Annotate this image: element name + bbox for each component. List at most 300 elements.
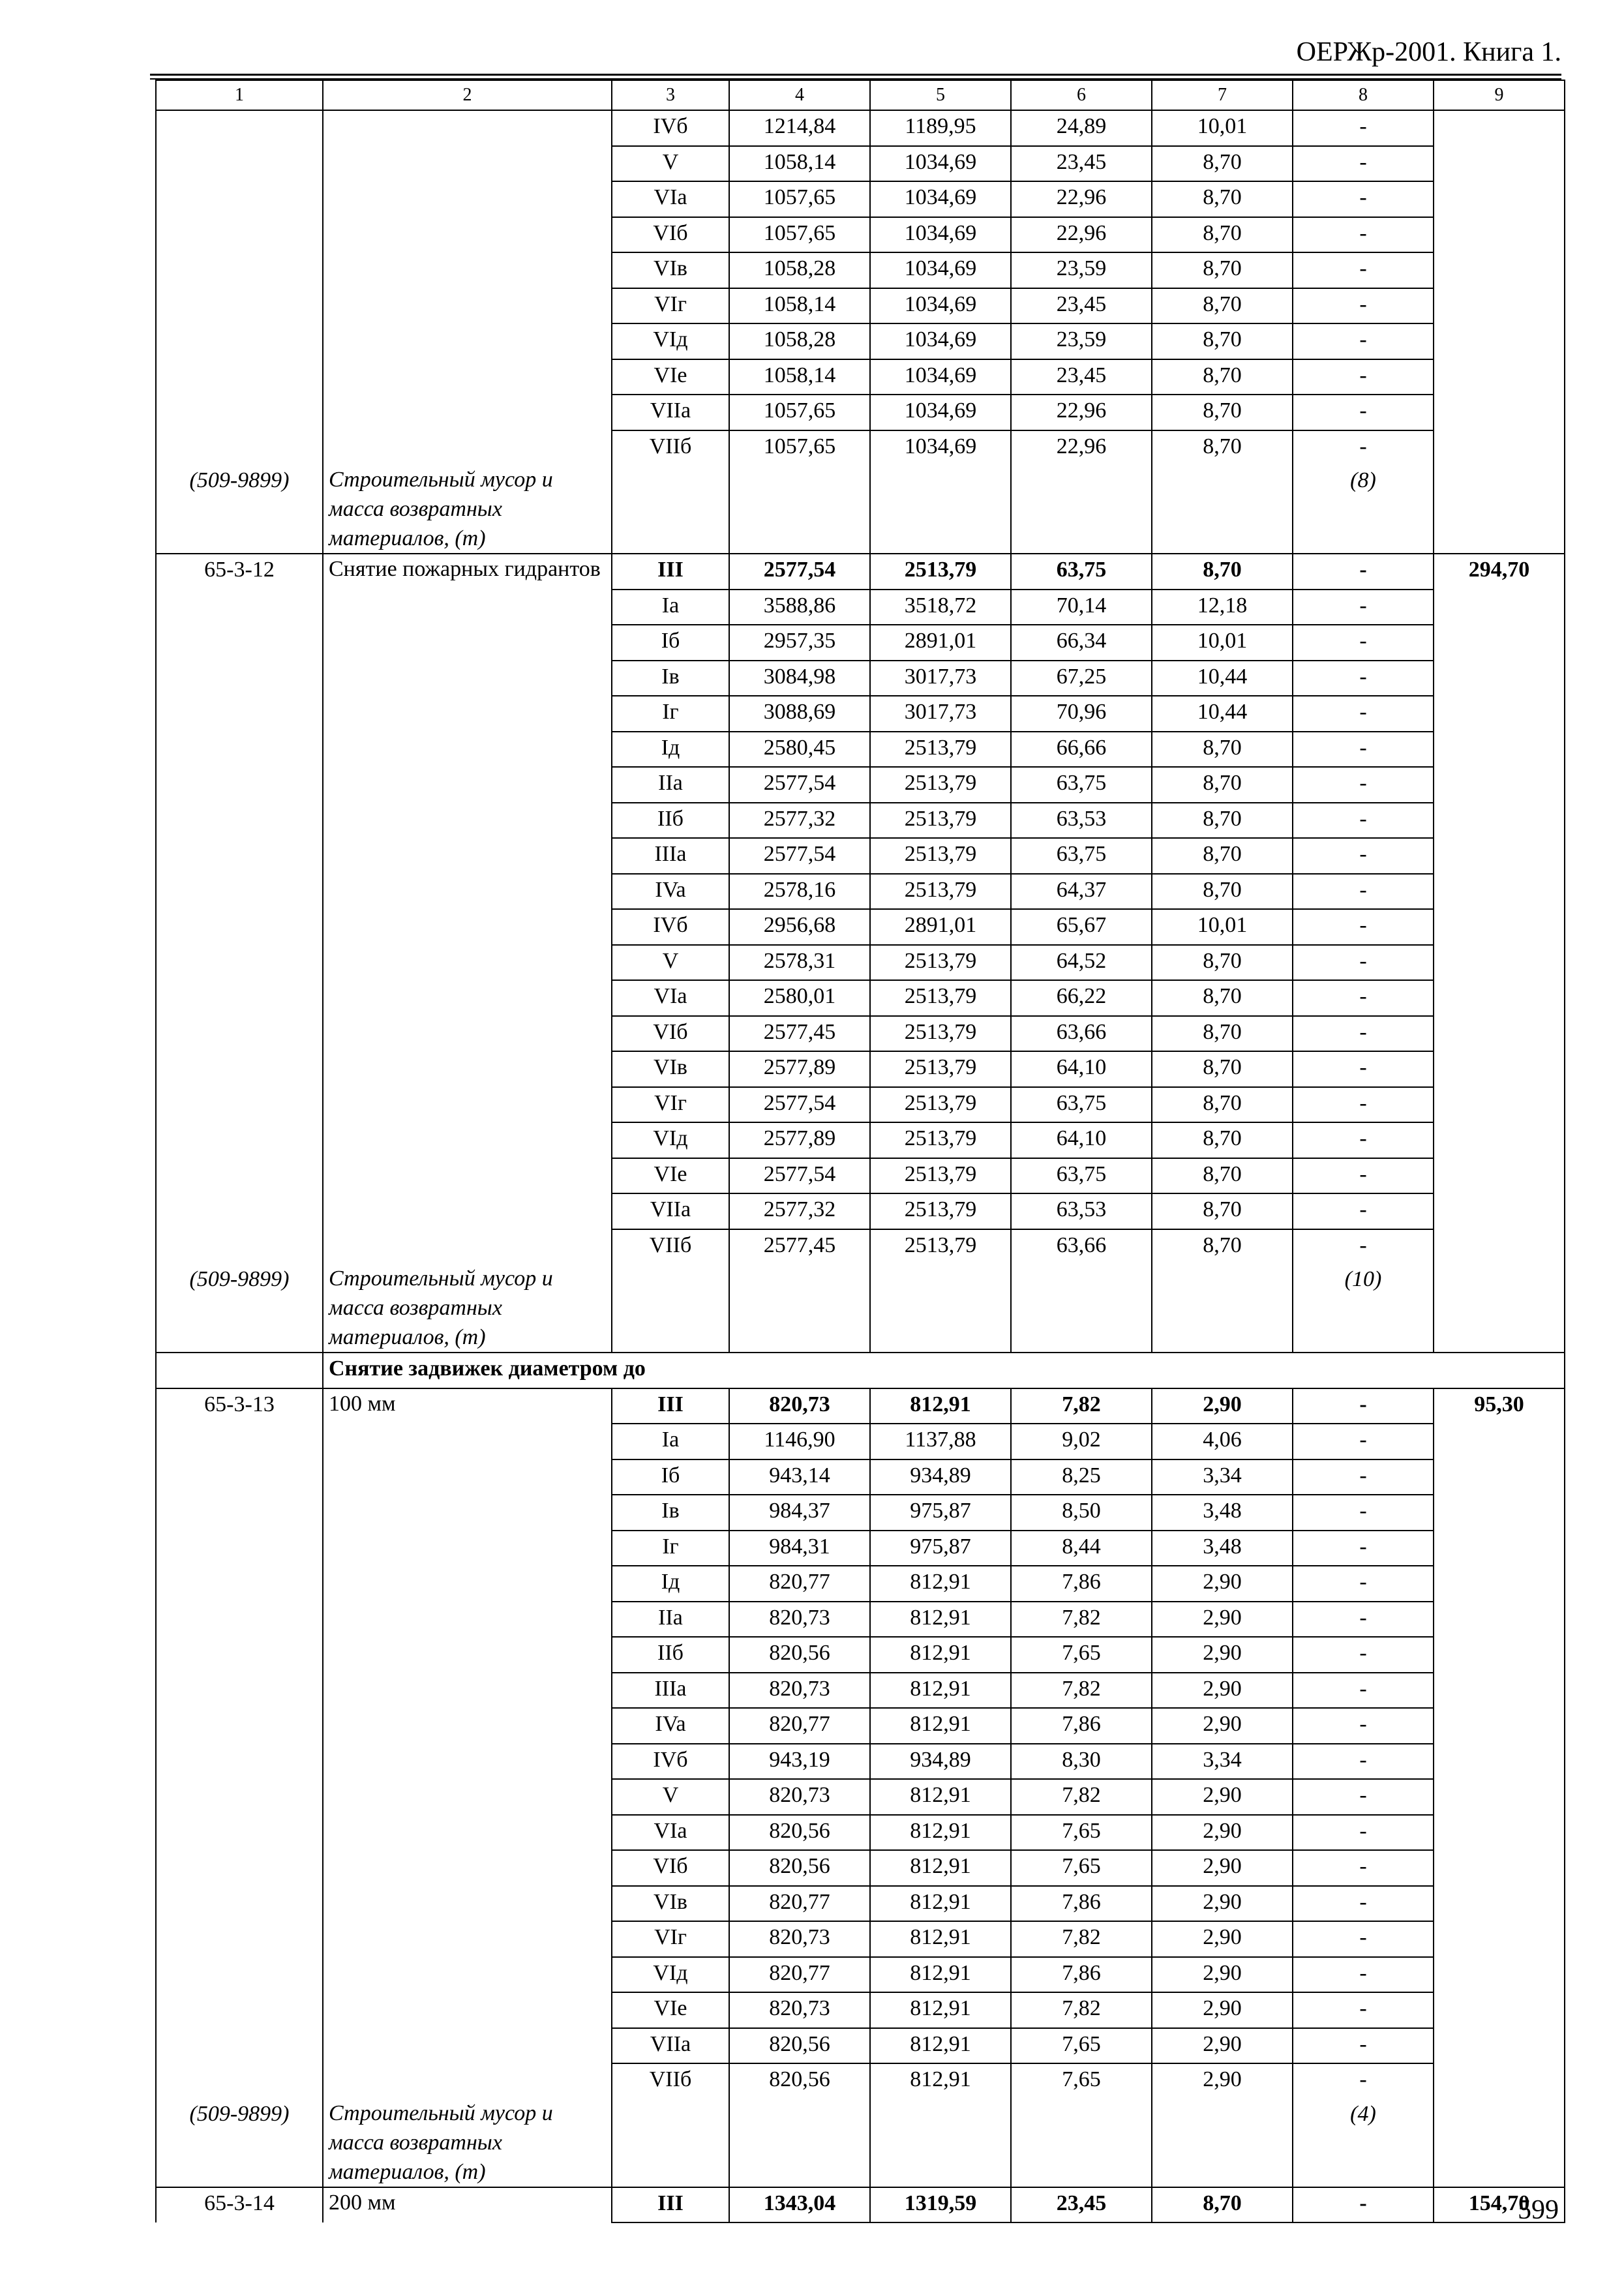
region-code: VIг [612,1921,729,1957]
region-code: IVб [612,1744,729,1780]
rate-value: 3,48 [1152,1495,1293,1531]
rate-value: 10,01 [1152,110,1293,146]
rate-value: 64,10 [1011,1051,1152,1087]
region-code: VIб [612,1016,729,1052]
rate-value: 2513,79 [870,945,1011,981]
empty-cell [612,2099,729,2187]
rate-value: - [1293,803,1434,839]
rate-value: 10,01 [1152,625,1293,661]
rate-value: 2513,79 [870,803,1011,839]
rate-value: 22,96 [1011,395,1152,430]
rate-value: 7,65 [1011,2063,1152,2099]
column-number: 6 [1011,80,1152,110]
rate-value: - [1293,980,1434,1016]
rate-value: - [1293,1016,1434,1052]
rate-value: 3588,86 [729,590,870,625]
rate-value: 3,48 [1152,1531,1293,1566]
region-code: VIг [612,288,729,324]
rate-value: 1057,65 [729,430,870,466]
rate-value: 934,89 [870,1744,1011,1780]
rate-value: 8,70 [1152,1229,1293,1264]
rate-value: - [1293,1122,1434,1158]
rate-value: 2513,79 [870,767,1011,803]
rate-value: - [1293,395,1434,430]
rate-value: 24,89 [1011,110,1152,146]
rate-value: 63,75 [1011,1158,1152,1194]
rate-value: 2,90 [1152,2063,1293,2099]
region-code: IVa [612,1708,729,1744]
rate-value: 8,70 [1152,1193,1293,1229]
rate-value: 2,90 [1152,1673,1293,1709]
rate-value: 812,91 [870,1921,1011,1957]
rate-value: 2578,16 [729,874,870,910]
rate-value: 820,56 [729,2063,870,2099]
empty-cell [1152,465,1293,554]
rate-value: - [1293,732,1434,768]
rate-value: 8,30 [1011,1744,1152,1780]
rate-value: 820,56 [729,1637,870,1673]
rate-value: 812,91 [870,1886,1011,1922]
rate-value: 8,70 [1152,803,1293,839]
rate-value: 820,73 [729,1388,870,1424]
rate-value: - [1293,767,1434,803]
region-code: VIд [612,1122,729,1158]
rate-value: 820,73 [729,1779,870,1815]
rate-value: - [1293,1637,1434,1673]
rate-value: 8,70 [1152,945,1293,981]
table-row [156,2187,1565,2223]
rate-value: 812,91 [870,1779,1011,1815]
rate-value: 8,70 [1152,288,1293,324]
rate-value: - [1293,2063,1434,2099]
region-code: IVa [612,874,729,910]
region-code: VIe [612,1992,729,2028]
rate-value: 7,86 [1011,1886,1152,1922]
column-9-value: 154,70 [1434,2187,1565,2223]
rate-value: 23,45 [1011,288,1152,324]
rate-value: 7,86 [1011,1957,1152,1993]
rate-value: 2577,54 [729,1087,870,1123]
rate-value: - [1293,590,1434,625]
rate-value: 2577,45 [729,1016,870,1052]
rate-value: 2513,79 [870,1051,1011,1087]
rate-value: 1034,69 [870,359,1011,395]
rate-value: 934,89 [870,1459,1011,1495]
rate-value: 2,90 [1152,1886,1293,1922]
rate-value: - [1293,359,1434,395]
rate-value: 8,70 [1152,2187,1293,2223]
rate-value: 1034,69 [870,217,1011,253]
rate-value: 8,70 [1152,395,1293,430]
rate-value: 7,65 [1011,1637,1152,1673]
rate-value: 7,82 [1011,1921,1152,1957]
rate-code [156,110,323,465]
rate-value: 8,70 [1152,1122,1293,1158]
rate-value: 1058,14 [729,288,870,324]
rate-value: 984,31 [729,1531,870,1566]
table-row [156,554,1565,590]
rate-value: 2,90 [1152,1921,1293,1957]
waste-row [156,2099,1565,2187]
region-code: V [612,1779,729,1815]
rate-value: 1189,95 [870,110,1011,146]
rate-value: 2513,79 [870,1122,1011,1158]
rate-value: 820,77 [729,1566,870,1602]
empty-cell [612,465,729,554]
region-code: Ia [612,1424,729,1459]
rate-value: 7,82 [1011,1388,1152,1424]
rate-value: 1034,69 [870,323,1011,359]
rate-value: 812,91 [870,1708,1011,1744]
rate-value: 820,56 [729,1815,870,1851]
rate-value: 64,52 [1011,945,1152,981]
rate-value: - [1293,1531,1434,1566]
rate-value: 812,91 [870,1637,1011,1673]
rate-value: 2891,01 [870,625,1011,661]
rate-value: 8,70 [1152,1051,1293,1087]
rate-value: 23,45 [1011,2187,1152,2223]
rate-value: - [1293,2187,1434,2223]
rate-value: 2577,32 [729,1193,870,1229]
region-code: III [612,2187,729,2223]
rate-value: 820,77 [729,1886,870,1922]
rate-value: 23,59 [1011,252,1152,288]
rate-value: 8,70 [1152,1016,1293,1052]
rate-value: - [1293,110,1434,146]
rate-value: - [1293,1388,1434,1424]
rate-value: 8,70 [1152,1158,1293,1194]
rate-value: 66,34 [1011,625,1152,661]
rate-value: 820,73 [729,1602,870,1638]
rate-value: 3084,98 [729,661,870,696]
column-number: 4 [729,80,870,110]
rate-value: 22,96 [1011,430,1152,466]
rate-value: 8,70 [1152,767,1293,803]
rate-value: 1343,04 [729,2187,870,2223]
region-code: Iд [612,1566,729,1602]
page-header-title: ОЕРЖр-2001. Книга 1. [1296,37,1561,67]
region-code: IIa [612,1602,729,1638]
rate-value: 984,37 [729,1495,870,1531]
rate-value: 64,10 [1011,1122,1152,1158]
section-spacer [156,1353,323,1388]
rate-value: 7,82 [1011,1992,1152,2028]
rate-value: 820,56 [729,1850,870,1886]
rate-value: - [1293,909,1434,945]
rate-value: - [1293,661,1434,696]
work-name: 100 мм [323,1388,612,2099]
column-9-value: 294,70 [1434,554,1565,1353]
page-number: 599 [1518,2195,1559,2225]
rate-value: 2,90 [1152,1708,1293,1744]
region-code: VIд [612,323,729,359]
waste-description: Строительный мусор и масса возвратных материалов, (т) [323,1264,612,1353]
rate-value: 8,70 [1152,732,1293,768]
rate-value: 3518,72 [870,590,1011,625]
region-code: Iб [612,625,729,661]
rate-value: - [1293,1602,1434,1638]
rate-value: 3088,69 [729,696,870,732]
rate-value: 22,96 [1011,181,1152,217]
rate-value: 23,45 [1011,359,1152,395]
rate-value: - [1293,430,1434,466]
rate-value: - [1293,874,1434,910]
work-name [323,110,612,465]
waste-value: (4) [1293,2099,1434,2187]
rate-value: 820,77 [729,1708,870,1744]
rate-value: 975,87 [870,1495,1011,1531]
rate-value: 70,14 [1011,590,1152,625]
rate-value: 2,90 [1152,1388,1293,1424]
empty-cell [1152,2099,1293,2187]
region-code: IVб [612,909,729,945]
region-code: III [612,554,729,590]
rate-value: 3017,73 [870,696,1011,732]
rate-value: 63,75 [1011,554,1152,590]
region-code: Iг [612,696,729,732]
empty-cell [729,465,870,554]
region-code: VIб [612,217,729,253]
rate-value: 9,02 [1011,1424,1152,1459]
rate-value: 2580,45 [729,732,870,768]
region-code: VIe [612,359,729,395]
rate-value: 2513,79 [870,732,1011,768]
region-code: VIa [612,980,729,1016]
rate-value: 812,91 [870,2028,1011,2064]
region-code: VIIa [612,1193,729,1229]
region-code: Iв [612,661,729,696]
column-number: 5 [870,80,1011,110]
region-code: VIв [612,252,729,288]
region-code: VIв [612,1051,729,1087]
rate-value: 7,65 [1011,1850,1152,1886]
rate-value: 67,25 [1011,661,1152,696]
rate-value: 23,59 [1011,323,1152,359]
rate-value: 66,66 [1011,732,1152,768]
column-number: 9 [1434,80,1565,110]
rate-value: 7,86 [1011,1708,1152,1744]
rate-value: 2,90 [1152,1637,1293,1673]
rate-value: 8,70 [1152,430,1293,466]
rate-value: 820,73 [729,1921,870,1957]
rate-value: - [1293,945,1434,981]
rate-value: 2891,01 [870,909,1011,945]
rate-value: 65,67 [1011,909,1152,945]
region-code: VIe [612,1158,729,1194]
rate-value: - [1293,1495,1434,1531]
rate-value: 812,91 [870,1957,1011,1993]
rate-value: - [1293,1744,1434,1780]
rate-value: 63,53 [1011,803,1152,839]
waste-row [156,465,1565,554]
header-rule [150,74,1561,76]
rate-value: 975,87 [870,1531,1011,1566]
rate-value: 2513,79 [870,1193,1011,1229]
rate-value: 10,44 [1152,696,1293,732]
waste-value: (10) [1293,1264,1434,1353]
region-code: VIIб [612,1229,729,1264]
region-code: IIIa [612,1673,729,1709]
waste-row [156,1264,1565,1353]
region-code: IIб [612,803,729,839]
rate-value: 2,90 [1152,1566,1293,1602]
rate-value: 812,91 [870,1388,1011,1424]
rate-value: 64,37 [1011,874,1152,910]
rate-value: 63,75 [1011,1087,1152,1123]
rate-value: 2577,54 [729,838,870,874]
rate-code: 65-3-13 [156,1388,323,2099]
rate-value: 812,91 [870,1602,1011,1638]
rate-value: 2578,31 [729,945,870,981]
rate-value: 820,77 [729,1957,870,1993]
rate-value: 3,34 [1152,1744,1293,1780]
rate-value: 22,96 [1011,217,1152,253]
region-code: Iд [612,732,729,768]
rate-value: - [1293,323,1434,359]
rate-value: 1319,59 [870,2187,1011,2223]
rate-value: 1034,69 [870,252,1011,288]
rate-value: 1058,14 [729,146,870,182]
rate-value: 1057,65 [729,217,870,253]
rate-value: 8,70 [1152,1087,1293,1123]
rate-value: 2,90 [1152,2028,1293,2064]
rate-value: 8,70 [1152,323,1293,359]
rate-value: 23,45 [1011,146,1152,182]
rate-value: 66,22 [1011,980,1152,1016]
empty-cell [612,1264,729,1353]
empty-cell [870,2099,1011,2187]
rate-value: 70,96 [1011,696,1152,732]
region-code: III [612,1388,729,1424]
section-title-row [156,1353,1565,1388]
rate-value: 7,82 [1011,1602,1152,1638]
column-number-row [156,80,1565,110]
rate-value: - [1293,696,1434,732]
region-code: VIв [612,1886,729,1922]
region-code: IIIa [612,838,729,874]
rate-value: 2513,79 [870,1087,1011,1123]
rate-value: - [1293,1051,1434,1087]
region-code: VIIa [612,2028,729,2064]
rate-value: - [1293,1193,1434,1229]
column-9-value [1434,110,1565,554]
rate-value: 8,70 [1152,146,1293,182]
rate-value: - [1293,217,1434,253]
rate-value: 1034,69 [870,288,1011,324]
rate-value: 7,86 [1011,1566,1152,1602]
rate-value: 2577,54 [729,554,870,590]
region-code: IIб [612,1637,729,1673]
rate-value: - [1293,1087,1434,1123]
rate-value: 2577,45 [729,1229,870,1264]
region-code: IVб [612,110,729,146]
rate-value: 1057,65 [729,181,870,217]
rate-value: 2513,79 [870,1229,1011,1264]
rate-value: - [1293,1779,1434,1815]
rate-value: 2577,89 [729,1122,870,1158]
rate-value: 2577,32 [729,803,870,839]
rate-value: 7,82 [1011,1673,1152,1709]
rate-value: 2957,35 [729,625,870,661]
rate-value: 8,70 [1152,838,1293,874]
empty-cell [729,1264,870,1353]
rate-value: 63,66 [1011,1016,1152,1052]
rate-value: - [1293,1424,1434,1459]
work-name: 200 мм [323,2187,612,2223]
rate-value: 2513,79 [870,838,1011,874]
rate-value: 943,19 [729,1744,870,1780]
rate-value: 2513,79 [870,874,1011,910]
rate-value: 2577,54 [729,767,870,803]
rate-value: 3017,73 [870,661,1011,696]
region-code: Ia [612,590,729,625]
region-code: VIб [612,1850,729,1886]
waste-code: (509-9899) [156,2099,323,2187]
region-code: VIIб [612,2063,729,2099]
rate-value: 1057,65 [729,395,870,430]
column-number: 8 [1293,80,1434,110]
column-9-value: 95,30 [1434,1388,1565,2187]
rate-value: 1058,28 [729,323,870,359]
rate-value: - [1293,1815,1434,1851]
region-code: VIa [612,181,729,217]
rate-value: 2,90 [1152,1815,1293,1851]
rates-table [155,80,1565,2223]
rate-value: 8,70 [1152,874,1293,910]
rate-value: 1137,88 [870,1424,1011,1459]
region-code: VIIб [612,430,729,466]
region-code: VIa [612,1815,729,1851]
rate-value: 63,66 [1011,1229,1152,1264]
rate-value: 1034,69 [870,395,1011,430]
region-code: Iб [612,1459,729,1495]
empty-cell [729,2099,870,2187]
table-row [156,110,1565,146]
rate-value: - [1293,1886,1434,1922]
rate-value: 2513,79 [870,1158,1011,1194]
column-number: 2 [323,80,612,110]
region-code: IIa [612,767,729,803]
rate-value: 7,65 [1011,2028,1152,2064]
column-number: 7 [1152,80,1293,110]
region-code: V [612,945,729,981]
rate-code: 65-3-14 [156,2187,323,2223]
empty-cell [1011,465,1152,554]
rate-value: - [1293,1459,1434,1495]
region-code: Iг [612,1531,729,1566]
rate-value: 7,82 [1011,1779,1152,1815]
rates-table-body [156,80,1565,2222]
rate-value: 2577,54 [729,1158,870,1194]
rate-value: - [1293,1957,1434,1993]
rate-value: 2,90 [1152,1992,1293,2028]
rate-value: - [1293,554,1434,590]
rate-value: - [1293,838,1434,874]
rate-value: 1058,28 [729,252,870,288]
rate-value: 1034,69 [870,181,1011,217]
rate-value: 63,75 [1011,838,1152,874]
rate-value: 2,90 [1152,1602,1293,1638]
rate-value: - [1293,1566,1434,1602]
rate-value: 812,91 [870,1566,1011,1602]
rate-value: 2,90 [1152,1957,1293,1993]
rate-value: 8,70 [1152,359,1293,395]
rate-value: 63,75 [1011,767,1152,803]
region-code: VIг [612,1087,729,1123]
waste-code: (509-9899) [156,1264,323,1353]
empty-cell [870,1264,1011,1353]
rate-value: 8,25 [1011,1459,1152,1495]
